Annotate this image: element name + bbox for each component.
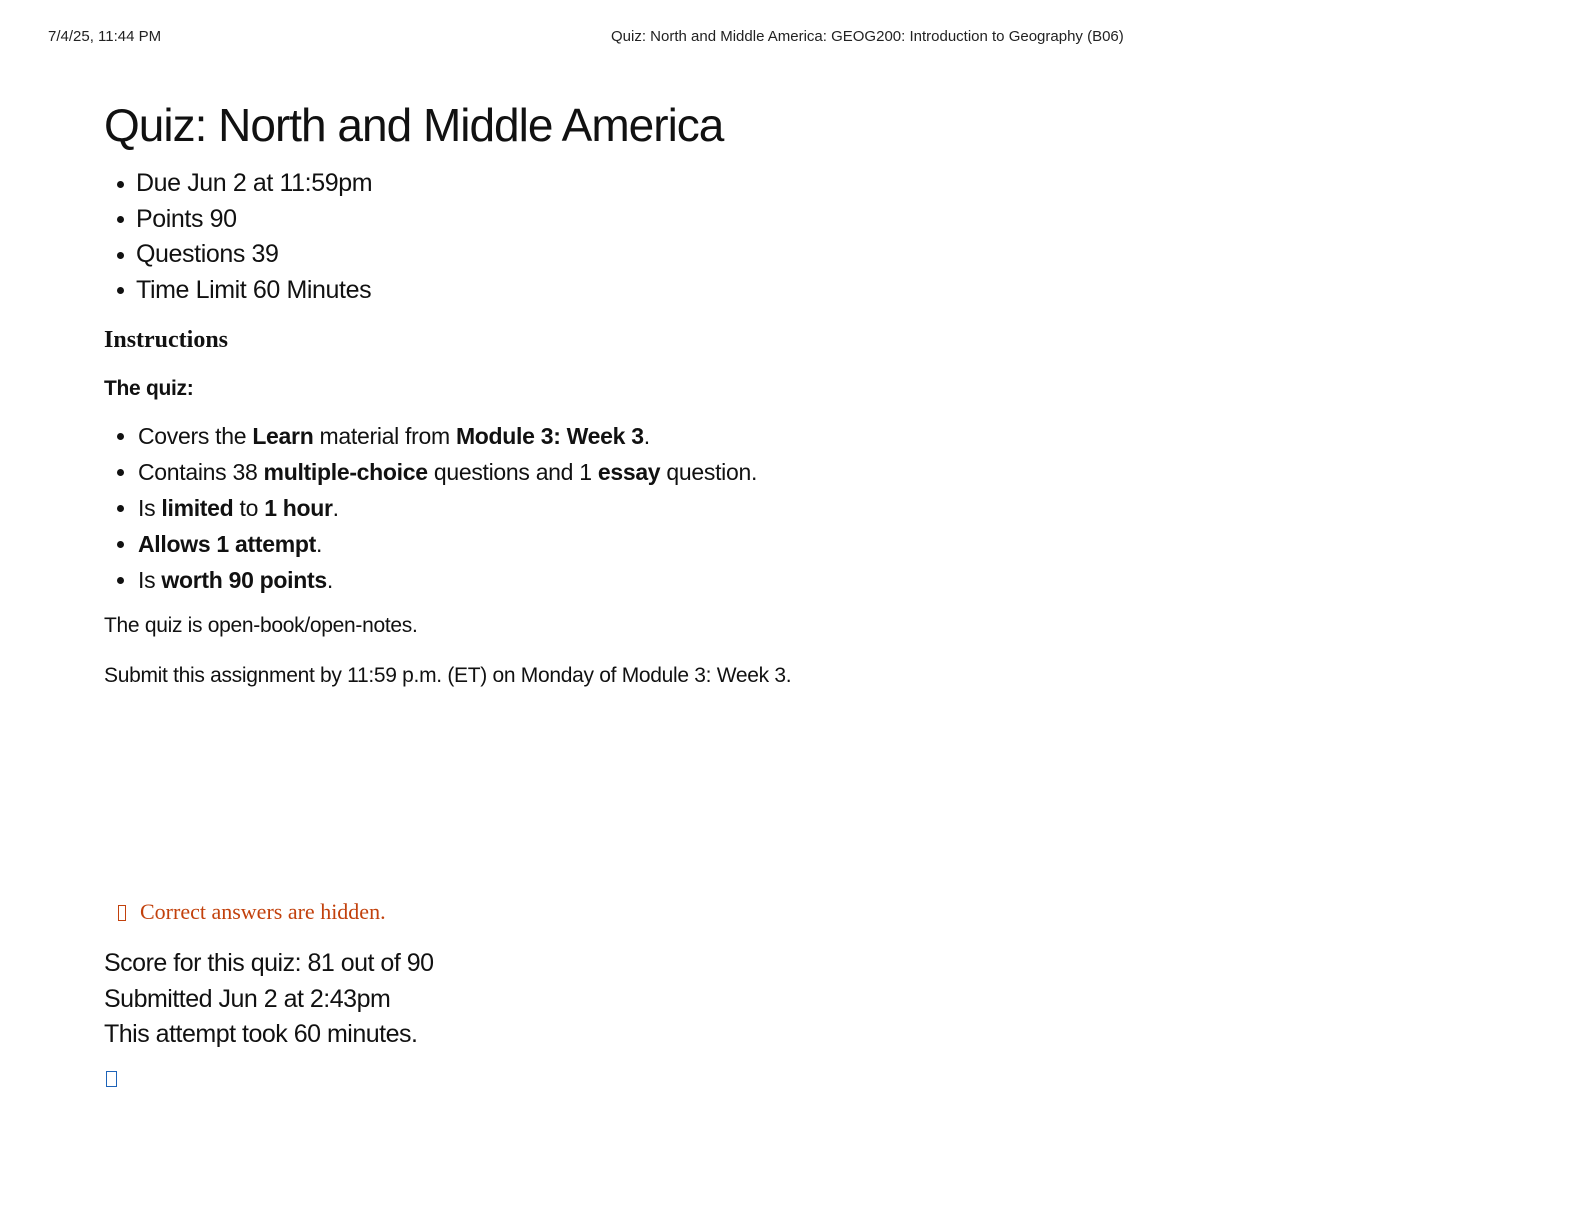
text-span: Contains 38 — [138, 459, 264, 485]
bold-span: Allows 1 attempt — [138, 531, 316, 557]
attempt-duration: This attempt took 60 minutes. — [104, 1020, 418, 1048]
answers-hidden-text: Correct answers are hidden. — [140, 899, 386, 924]
text-span: . — [315, 531, 323, 557]
quiz-score: Score for this quiz: 81 out of 90 — [104, 949, 434, 977]
bold-span: 1 hour — [264, 495, 333, 521]
text-span: to — [233, 495, 265, 521]
print-document-title: Quiz: North and Middle America: GEOG200: Introduction to Geography (B06) — [611, 28, 1124, 45]
text-span: questions and 1 — [427, 459, 598, 485]
quiz-meta-list — [104, 166, 1304, 308]
score-summary — [104, 946, 434, 1053]
quiz-content — [104, 96, 1304, 690]
text-span: . — [643, 423, 650, 449]
meta-questions: Questions 39 — [114, 237, 1304, 273]
bold-span: Learn — [252, 423, 314, 449]
bold-span: limited — [161, 495, 234, 521]
bold-span: multiple-choice — [263, 459, 428, 485]
meta-points: Points 90 — [114, 202, 1304, 238]
text-span: . — [326, 567, 333, 593]
bold-span: Module 3: Week 3 — [455, 423, 644, 449]
instructions-subheading: The quiz: — [104, 377, 194, 400]
warning-icon — [118, 905, 126, 921]
submit-deadline-note: Submit this assignment by 11:59 p.m. (ET) on Monday of Module 3: Week 3. — [104, 664, 792, 687]
open-book-note: The quiz is open-book/open-notes. — [104, 614, 418, 637]
instruction-item-allows — [114, 526, 1304, 562]
instruction-item-contains — [114, 454, 1304, 490]
text-span: Is — [138, 495, 162, 521]
text-span: Is — [138, 567, 162, 593]
instruction-item-covers — [114, 418, 1304, 454]
meta-time-limit: Time Limit 60 Minutes — [114, 273, 1304, 309]
submitted-time: Submitted Jun 2 at 2:43pm — [104, 984, 391, 1013]
bold-span: worth 90 points — [161, 567, 327, 593]
instruction-item-limited — [114, 490, 1304, 526]
text-span: . — [332, 495, 339, 521]
instructions-list — [104, 418, 1304, 598]
instructions-heading: Instructions — [104, 327, 229, 353]
text-span: question. — [660, 459, 758, 485]
meta-due: Due Jun 2 at 11:59pm — [114, 166, 1304, 202]
bold-span: essay — [597, 459, 661, 485]
instruction-item-worth — [114, 562, 1304, 598]
print-icon[interactable] — [106, 1071, 117, 1087]
answers-hidden-notice — [118, 898, 386, 926]
print-header — [48, 28, 1536, 48]
text-span: material from — [313, 423, 456, 449]
page-title: Quiz: North and Middle America — [104, 99, 724, 151]
print-datetime: 7/4/25, 11:44 PM — [48, 28, 162, 45]
text-span: Covers the — [138, 423, 253, 449]
